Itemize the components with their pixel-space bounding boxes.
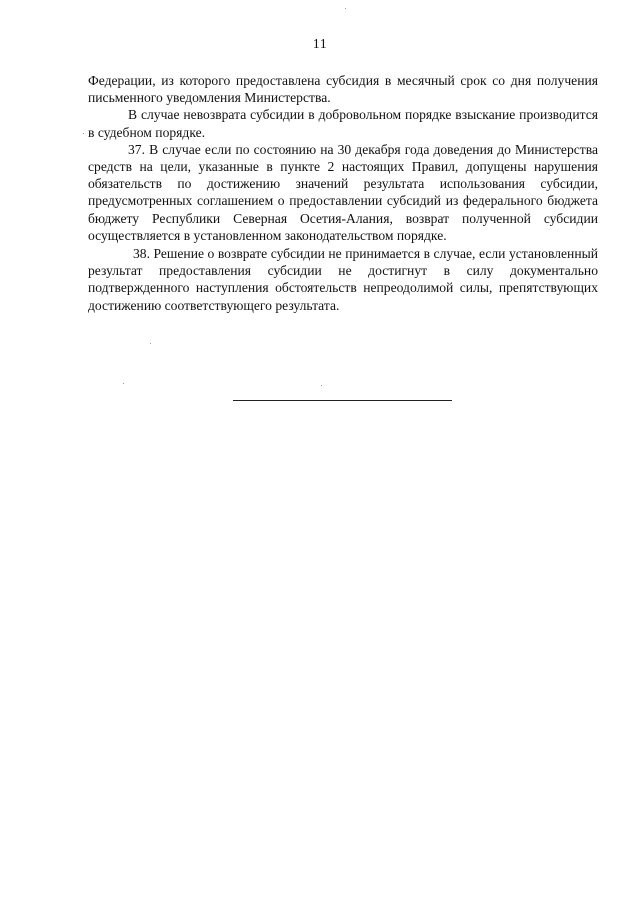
scan-speck bbox=[83, 133, 84, 134]
paragraph-continuation: Федерации, из которого предоставлена субсидия в месячный срок со дня получения письменного уведомления Министерства. bbox=[88, 73, 598, 106]
scan-speck bbox=[345, 8, 346, 9]
scan-speck bbox=[123, 383, 124, 384]
scan-speck bbox=[321, 385, 322, 386]
paragraph-38: 38. Решение о возврате субсидии не принимается в случае, если установленный результат предоставления субсидии не достигнут в силу документально подтвержденного наступления обстоятельств непреодолимой силы, препятствующих достижению соответствующего результата. bbox=[88, 246, 598, 313]
document-body bbox=[88, 72, 598, 314]
paragraph-37: 37. В случае если по состоянию на 30 декабря года доведения до Министерства средств на цели, указанные в пункте 2 настоящих Правил, допущены нарушения обязательств по достижению значений результата использования субсидии, предусмотренных соглашением о предоставлении субсидий из федерального бюджета бюджету Республики Северная Осетия-Алания, возврат полученной субсидии осуществляется в установленном законодательством порядке. bbox=[88, 141, 598, 243]
end-separator-line bbox=[233, 400, 452, 401]
paragraph-non-return: В случае невозврата субсидии в добровольном порядке взыскание производится в судебном порядке. bbox=[88, 107, 598, 140]
scan-speck bbox=[150, 343, 151, 344]
page-number: 11 bbox=[312, 37, 328, 52]
